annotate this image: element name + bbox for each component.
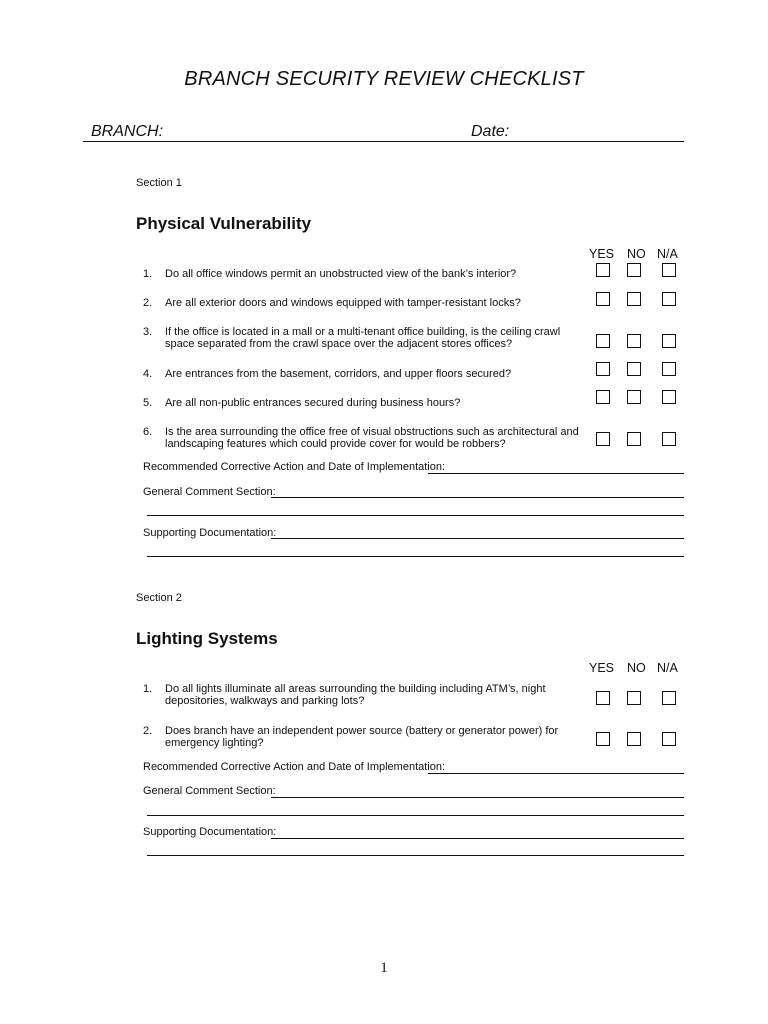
- column-na-label: N/A: [657, 661, 678, 675]
- section-1-heading: Physical Vulnerability: [136, 214, 312, 233]
- yes-checkbox[interactable]: [596, 432, 610, 446]
- question-number: 2.: [143, 297, 153, 309]
- na-checkbox[interactable]: [662, 691, 676, 705]
- branch-date-line[interactable]: [83, 141, 684, 142]
- supporting-docs-line[interactable]: [147, 556, 684, 557]
- question-number: 6.: [143, 426, 153, 438]
- no-checkbox[interactable]: [627, 334, 641, 348]
- na-checkbox[interactable]: [662, 362, 676, 376]
- column-na-label: N/A: [657, 247, 678, 261]
- question-number: 5.: [143, 397, 153, 409]
- yes-checkbox[interactable]: [596, 292, 610, 306]
- no-checkbox[interactable]: [627, 263, 641, 277]
- corrective-action-label: Recommended Corrective Action and Date of Implementation:: [143, 761, 446, 773]
- column-no-label: NO: [627, 247, 646, 261]
- question-text: Are entrances from the basement, corridors, and upper floors secured?: [165, 368, 512, 380]
- section-2-heading: Lighting Systems: [136, 629, 278, 648]
- branch-label: BRANCH:: [91, 123, 164, 140]
- no-checkbox[interactable]: [627, 292, 641, 306]
- no-checkbox[interactable]: [627, 390, 641, 404]
- na-checkbox[interactable]: [662, 292, 676, 306]
- yes-checkbox[interactable]: [596, 334, 610, 348]
- document-title: BRANCH SECURITY REVIEW CHECKLIST: [184, 68, 584, 90]
- corrective-action-line[interactable]: [428, 773, 684, 774]
- general-comment-line[interactable]: [271, 797, 684, 798]
- corrective-action-label: Recommended Corrective Action and Date of Implementation:: [143, 461, 446, 473]
- general-comment-line[interactable]: [147, 815, 684, 816]
- column-yes-label: YES: [589, 661, 615, 675]
- column-yes-label: YES: [589, 247, 615, 261]
- question-number: 3.: [143, 326, 153, 338]
- na-checkbox[interactable]: [662, 432, 676, 446]
- yes-checkbox[interactable]: [596, 263, 610, 277]
- question-number: 1.: [143, 268, 153, 280]
- yes-checkbox[interactable]: [596, 732, 610, 746]
- general-comment-label: General Comment Section:: [143, 785, 276, 797]
- no-checkbox[interactable]: [627, 732, 641, 746]
- yes-checkbox[interactable]: [596, 691, 610, 705]
- date-label: Date:: [471, 123, 510, 140]
- question-text: Are all non-public entrances secured during business hours?: [165, 397, 461, 409]
- question-text: Do all office windows permit an unobstructed view of the bank’s interior?: [165, 268, 517, 280]
- section-2-label: Section 2: [136, 592, 182, 604]
- column-no-label: NO: [627, 661, 646, 675]
- question-number: 4.: [143, 368, 153, 380]
- no-checkbox[interactable]: [627, 432, 641, 446]
- general-comment-line[interactable]: [271, 497, 684, 498]
- question-number: 1.: [143, 683, 153, 695]
- na-checkbox[interactable]: [662, 732, 676, 746]
- general-comment-line[interactable]: [147, 515, 684, 516]
- corrective-action-line[interactable]: [428, 473, 684, 474]
- yes-checkbox[interactable]: [596, 390, 610, 404]
- general-comment-label: General Comment Section:: [143, 486, 276, 498]
- question-text: If the office is located in a mall or a multi-tenant office building, is the ceiling crawl space separated from the crawl space over the adjacent stores offices?: [165, 326, 561, 350]
- question-text: Does branch have an independent power source (battery or generator power) for emergency lighting?: [165, 725, 559, 749]
- supporting-docs-line[interactable]: [271, 838, 684, 839]
- no-checkbox[interactable]: [627, 362, 641, 376]
- supporting-docs-line[interactable]: [147, 855, 684, 856]
- question-text: Are all exterior doors and windows equipped with tamper-resistant locks?: [165, 297, 521, 309]
- section-1-label: Section 1: [136, 177, 182, 189]
- page-number: 1: [380, 960, 388, 976]
- question-text: Is the area surrounding the office free of visual obstructions such as architectural and landscaping features which could provide cover for would be robbers?: [165, 426, 579, 450]
- supporting-docs-label: Supporting Documentation:: [143, 527, 277, 539]
- na-checkbox[interactable]: [662, 334, 676, 348]
- na-checkbox[interactable]: [662, 390, 676, 404]
- question-text: Do all lights illuminate all areas surrounding the building including ATM’s, night depositories, walkways and parking lots?: [165, 683, 546, 707]
- yes-checkbox[interactable]: [596, 362, 610, 376]
- supporting-docs-line[interactable]: [271, 538, 684, 539]
- no-checkbox[interactable]: [627, 691, 641, 705]
- supporting-docs-label: Supporting Documentation:: [143, 826, 277, 838]
- na-checkbox[interactable]: [662, 263, 676, 277]
- question-number: 2.: [143, 725, 153, 737]
